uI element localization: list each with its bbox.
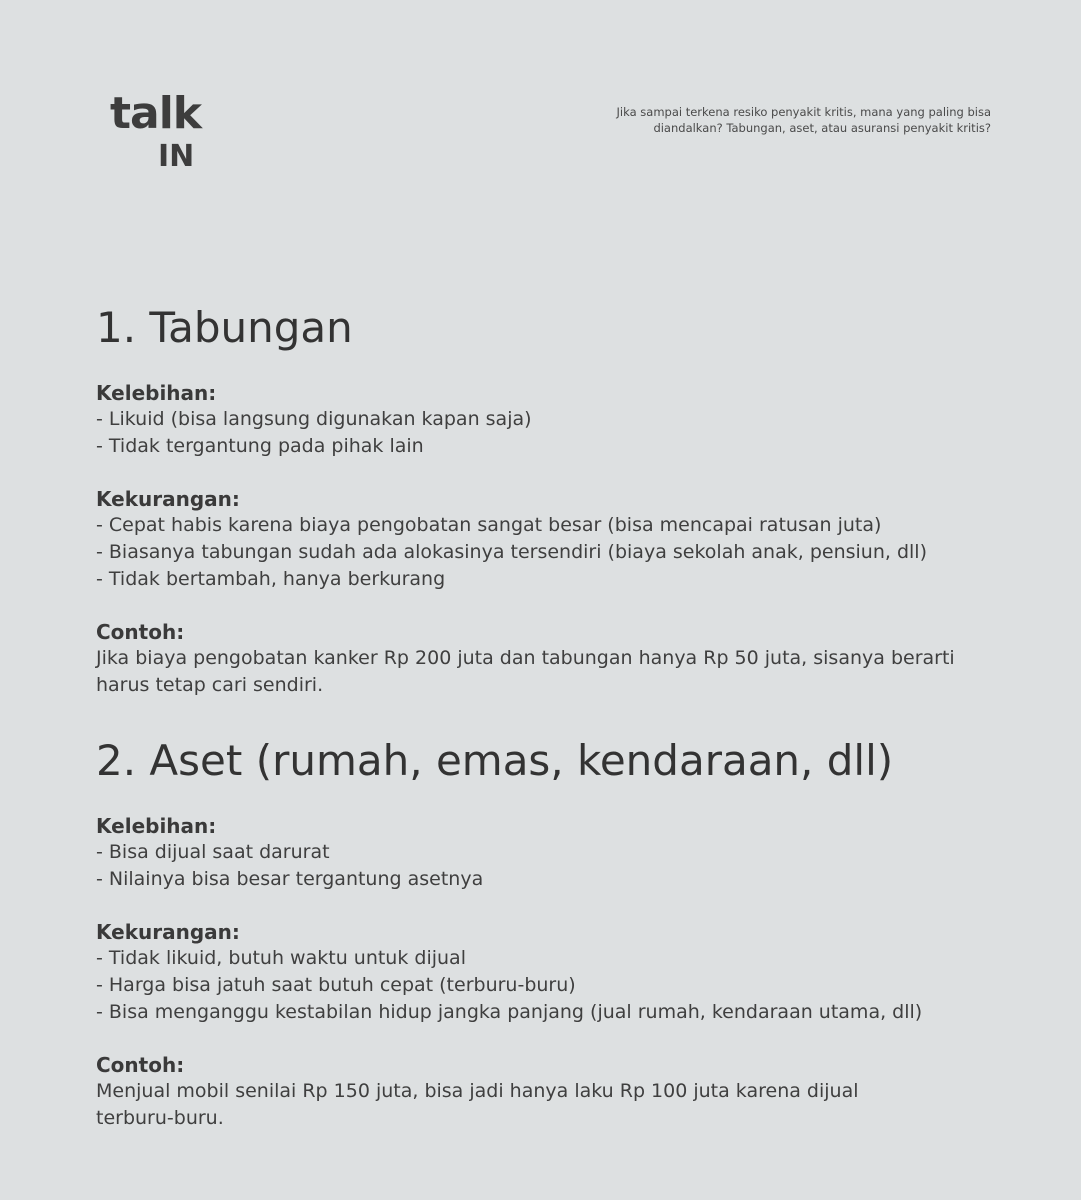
section-title: 1. Tabungan [96, 303, 353, 352]
cons-title: Kekurangan: [96, 487, 240, 511]
logo-text-top: talk [110, 88, 202, 139]
example-block [96, 1052, 996, 1132]
list-item: - Bisa dijual saat darurat [96, 841, 330, 863]
list-item: - Likuid (bisa langsung digunakan kapan saja) [96, 408, 532, 430]
example-text: Menjual mobil senilai Rp 150 juta, bisa jadi hanya laku Rp 100 juta karena dijual terburu-buru. [96, 1080, 859, 1129]
example-block [96, 619, 996, 699]
list-item: - Biasanya tabungan sudah ada alokasinya tersendiri (biaya sekolah anak, pensiun, dll) [96, 541, 927, 563]
pros-title: Kelebihan: [96, 814, 217, 838]
pros-title: Kelebihan: [96, 381, 217, 405]
cons-title: Kekurangan: [96, 920, 240, 944]
section-aset [96, 733, 996, 1132]
list-item: - Tidak tergantung pada pihak lain [96, 435, 424, 457]
example-text: Jika biaya pengobatan kanker Rp 200 juta dan tabungan hanya Rp 50 juta, sisanya berarti harus tetap cari sendiri. [96, 647, 955, 696]
brand-logo [110, 88, 230, 174]
cons-block [96, 486, 996, 593]
cons-block [96, 919, 996, 1026]
section-tabungan [96, 300, 996, 699]
list-item: - Cepat habis karena biaya pengobatan sangat besar (bisa mencapai ratusan juta) [96, 514, 882, 536]
logo-text-bottom: IN [158, 139, 195, 174]
list-item: - Tidak bertambah, hanya berkurang [96, 568, 446, 590]
pros-block [96, 813, 996, 893]
example-title: Contoh: [96, 620, 185, 644]
list-item: - Harga bisa jatuh saat butuh cepat (terburu-buru) [96, 974, 576, 996]
section-title: 2. Aset (rumah, emas, kendaraan, dll) [96, 736, 894, 785]
list-item: - Nilainya bisa besar tergantung asetnya [96, 868, 484, 890]
header-question: Jika sampai terkena resiko penyakit kritis, mana yang paling bisa diandalkan? Tabungan, aset, atau asuransi penyakit kritis? [616, 105, 991, 135]
main-content [96, 300, 996, 1158]
list-item: - Bisa menganggu kestabilan hidup jangka panjang (jual rumah, kendaraan utama, dll) [96, 1001, 923, 1023]
pros-block [96, 380, 996, 460]
example-title: Contoh: [96, 1053, 185, 1077]
list-item: - Tidak likuid, butuh waktu untuk dijual [96, 947, 466, 969]
